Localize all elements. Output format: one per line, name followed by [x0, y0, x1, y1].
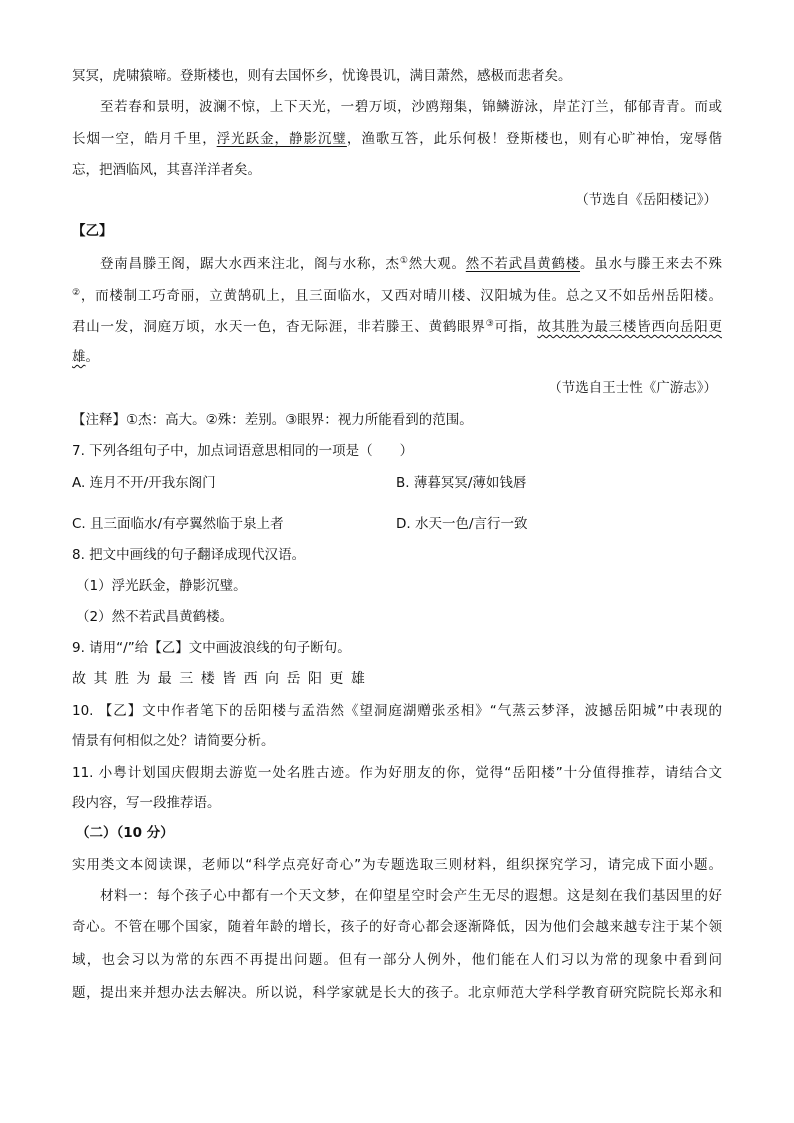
yi-wavy-sentence-part-2: 雄 [72, 349, 86, 365]
option-b-text: 薄暮冥冥/薄如钱唇 [413, 475, 527, 491]
yi-wavy-sentence-part-1: 故其胜为最三楼皆西向岳阳更 [537, 319, 723, 335]
yi-label: 【乙】 [72, 223, 113, 239]
jia-para2-line-2-pre: 长烟一空，皓月千里， [72, 131, 217, 147]
note-mark-3: ③ [485, 319, 495, 329]
material-1-line-2: 奇心。不管在哪个国家，随着年龄的增长，孩子的好奇心都会逐渐降低，因为他们会越来越专注于某个领 [72, 919, 722, 935]
jia-para2-line-1: 至若春和景明，波澜不惊，上下天光，一碧万顷，沙鸥翔集，锦鳞游泳，岸芷汀兰，郁郁青青。而或 [100, 99, 722, 115]
annotation: 【注释】①杰：高大。②殊：差别。③眼界：视力所能看到的范围。 [72, 412, 473, 428]
question-8-stem: 8. 把文中画线的句子翻译成现代汉语。 [72, 547, 306, 563]
material-1-line-3: 域，也会习以为常的东西不再提出问题。但有一部分人例外，他们能在人们习以为常的现象中看到问 [72, 952, 722, 968]
jia-source: （节选自《岳阳楼记》） [575, 192, 717, 208]
yi-line-1 [100, 253, 722, 275]
question-8-item-2: （2）然不若武昌黄鹤楼。 [76, 609, 234, 625]
option-d-text: 水天一色/言行一致 [414, 516, 528, 532]
yi-line-2-text: ，而楼制工巧奇丽，立黄鹄矶上，且三面临水，又西对晴川楼、汉阳城为佳。总之又不如岳州岳阳楼。 [80, 288, 722, 304]
yi-line-3-a: 君山一发，洞庭万顷，水天一色，杳无际涯，非若滕王、黄鹤眼界 [72, 319, 486, 335]
yi-line-2 [72, 285, 722, 307]
yi-line-4-end: 。 [85, 349, 99, 365]
question-10-line-2: 情景有何相似之处？请简要分析。 [72, 733, 275, 749]
yi-source: （节选自王士性《广游志》） [548, 380, 717, 396]
yi-line-1-a: 登南昌滕王阁，踞大水西来注北，阁与水称，杰 [100, 256, 400, 272]
option-a-text: 连月不开/开我东阁门 [89, 475, 216, 491]
material-1-line-4: 题，提出来并想办法去解决。所以说，科学家就是长大的孩子。北京师范大学科学教育研究院院长郑永和 [72, 985, 722, 1001]
section-two-intro: 实用类文本阅读课，老师以“科学点亮好奇心”为专题选取三则材料，组织探究学习，请完成下面小题。 [72, 857, 722, 873]
section-two-heading: （二）（10 分） [76, 825, 174, 841]
note-mark-2: ② [72, 288, 81, 298]
option-a-label: A. [72, 475, 86, 491]
question-11-line-2: 段内容，写一段推荐语。 [72, 795, 221, 811]
option-b-label: B. [396, 475, 410, 491]
question-7-option-b [396, 472, 716, 494]
note-mark-1: ① [399, 256, 409, 266]
yi-line-3-b: 可指， [494, 319, 538, 335]
option-c-text: 且三面临水/有亭翼然临于泉上者 [90, 516, 284, 532]
question-7-option-a [72, 472, 392, 494]
question-7-option-c [72, 513, 392, 535]
yi-line-1-b: 然大观。 [408, 256, 466, 272]
yi-line-3 [72, 316, 722, 338]
yi-line-1-c: 。虽水与滕王来去不殊 [580, 256, 723, 272]
question-9-stem: 9. 请用“/”给【乙】文中画波浪线的句子断句。 [72, 640, 351, 656]
jia-para2-line-3: 忘，把酒临风，其喜洋洋者矣。 [72, 162, 261, 178]
question-10-line-1: 10. 【乙】文中作者笔下的岳阳楼与孟浩然《望洞庭湖赠张丞相》“气蒸云梦泽，波撼岳阳城”中表现的 [72, 703, 722, 719]
question-7-stem: 7. 下列各组句子中，加点词语意思相同的一项是（ ） [72, 443, 414, 459]
option-d-label: D. [396, 516, 411, 532]
jia-para2-line-2 [72, 128, 722, 150]
question-8-item-1: （1）浮光跃金，静影沉璧。 [76, 578, 247, 594]
yi-line-4 [72, 346, 722, 368]
material-1-line-1: 材料一：每个孩子心中都有一个天文梦，在仰望星空时会产生无尽的遐想。这是刻在我们基因里的好 [100, 888, 722, 904]
question-7-option-d [396, 513, 716, 535]
jia-line-1: 冥冥，虎啸猿啼。登斯楼也，则有去国怀乡，忧谗畏讥，满目萧然，感极而悲者矣。 [72, 68, 572, 84]
question-9-sentence: 故 其 胜 为 最 三 楼 皆 西 向 岳 阳 更 雄 [72, 671, 365, 687]
option-c-label: C. [72, 516, 86, 532]
jia-underlined-sentence: 浮光跃金，静影沉璧 [216, 131, 347, 147]
question-11-line-1: 11. 小粤计划国庆假期去游览一处名胜古迹。作为好朋友的你，觉得“岳阳楼”十分值得推荐，请结合文 [72, 765, 722, 781]
yi-underlined-sentence: 然不若武昌黄鹤楼 [465, 256, 581, 272]
jia-para2-line-2-post: ，渔歌互答，此乐何极！登斯楼也，则有心旷神怡，宠辱偕 [346, 131, 723, 147]
